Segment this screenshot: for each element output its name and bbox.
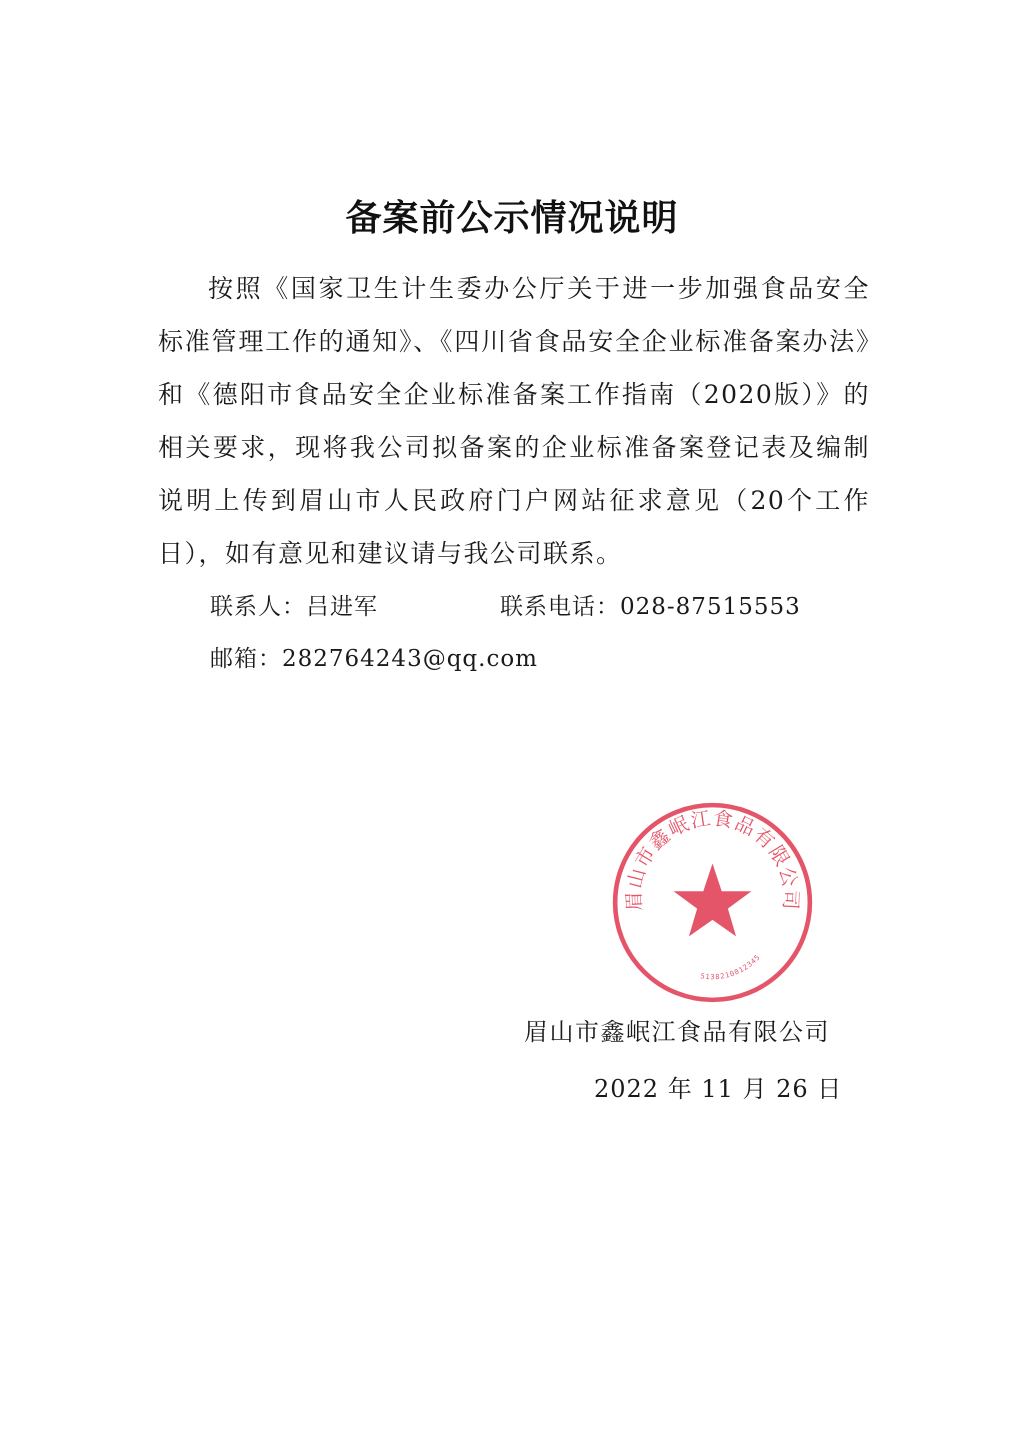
body-paragraph-block — [158, 262, 870, 580]
company-name: 眉山市鑫岷江食品有限公司 — [524, 1018, 830, 1046]
seal-text: 眉山市鑫岷江食品有限公司 — [622, 806, 803, 912]
svg-text:5138210012345 — [700, 952, 762, 981]
document-title: 备案前公示情况说明 — [345, 198, 679, 239]
contact-phone: 联系电话：028-87515553 — [500, 594, 801, 620]
contact-person: 联系人：吕进军 — [210, 594, 378, 620]
star-icon — [674, 864, 752, 937]
contact-email: 邮箱：282764243@qq.com — [210, 646, 538, 672]
company-seal — [610, 800, 815, 1005]
body-paragraph: 按照《国家卫生计生委办公厅关于进一步加强食品安全标准管理工作的通知》、《四川省食品安全企业标准备案办法》和《德阳市食品安全企业标准备案工作指南（2020版）》的相关要求，现将我公司拟备案的企业标准备案登记表及编制说明上传到眉山市人民政府门户网站征求意见（20个工作日），如有意见和建议请与我公司联系。 — [158, 274, 870, 568]
seal-code: 5138210012345 — [699, 952, 763, 982]
document-date: 2022 年 11 月 26 日 — [594, 1075, 843, 1103]
